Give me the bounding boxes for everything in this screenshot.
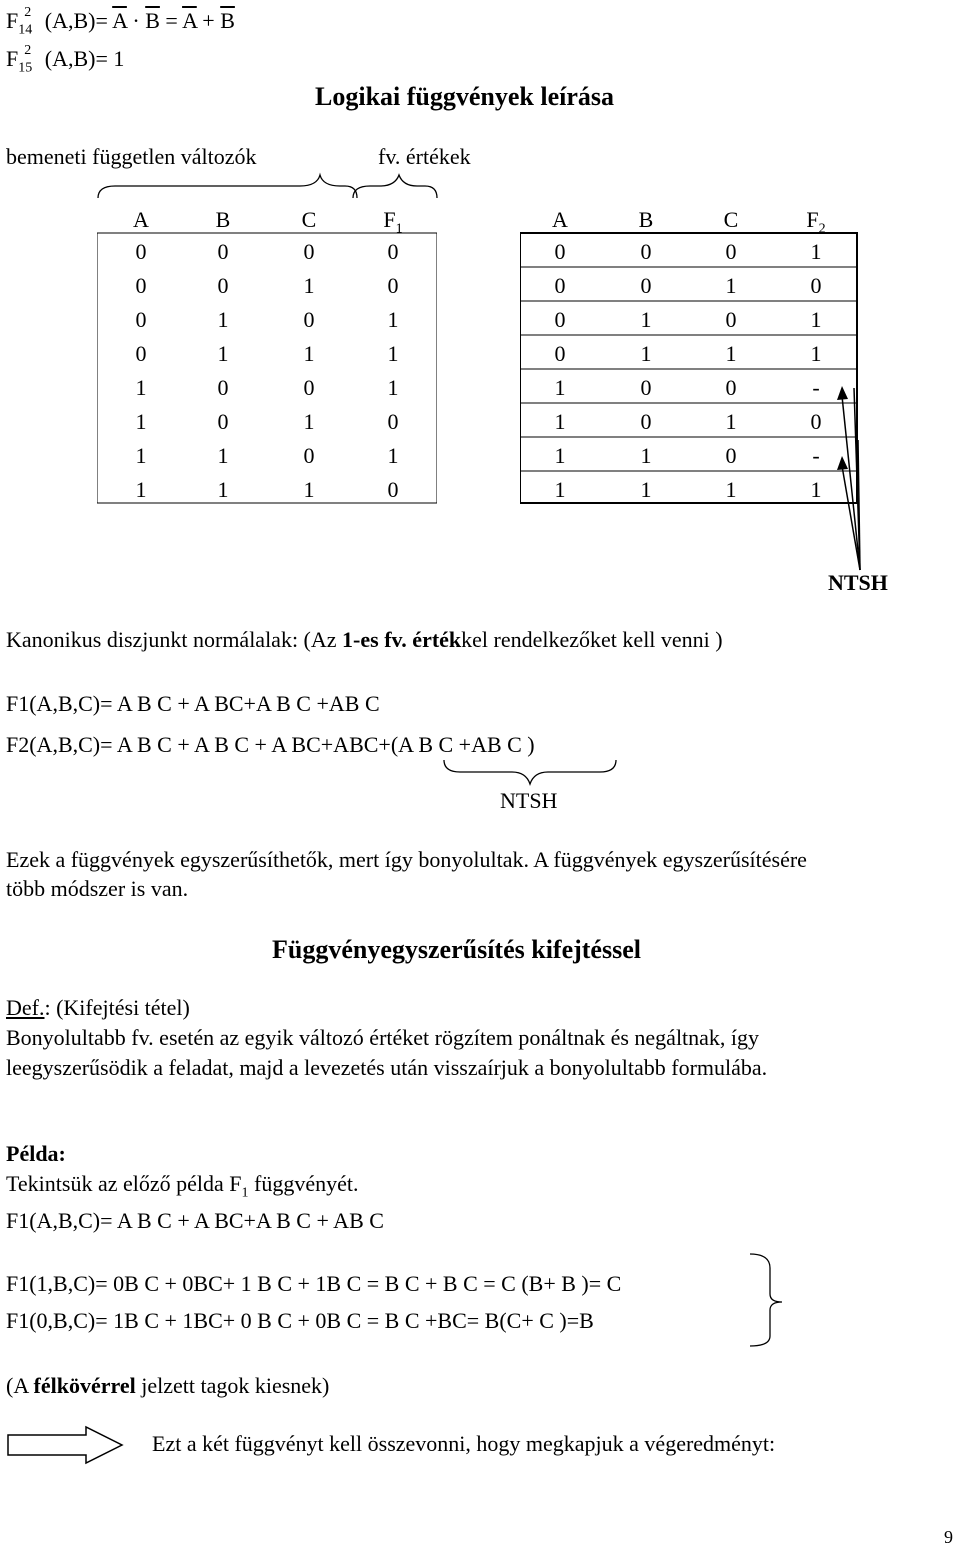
f2-line: F2(A,B,C)= A B C + A B C + A BC+ABC+(A B C +AB C ) <box>6 732 535 757</box>
header-a: A <box>133 207 149 232</box>
table-cell: 1 <box>640 307 652 332</box>
example-f1-1: F1(1,B,C)= 0B C + 0BC+ 1 B C + 1B C = B C + B C = C (B+ B )= C <box>6 1271 622 1296</box>
table-cell: 1 <box>303 477 315 502</box>
table-cell: 0 <box>303 443 315 468</box>
table-cell: 1 <box>135 477 147 502</box>
header-b: B <box>215 207 231 232</box>
arrow-right-icon <box>6 1425 126 1465</box>
section-title-logikai: Logikai függvények leírása <box>315 82 615 111</box>
table-cell: 0 <box>387 273 399 298</box>
final-line: Ezt a két függvényt kell összevonni, hogy megkapjuk a végeredményt: <box>152 1431 776 1456</box>
example-f1-0: F1(0,B,C)= 1B C + 1BC+ 0 B C + 0B C = B C +BC= B(C+ C )=B <box>6 1308 594 1333</box>
table-cell: 1 <box>217 307 229 332</box>
ntsh-label-2: NTSH <box>500 788 558 813</box>
table-cell: 0 <box>554 341 566 366</box>
formula-f14: $F_{14}^2$ $(A,B)= \overline{A} \cdot \overline{B} = \overline{A} + \overline{B}$ <box>6 4 235 38</box>
section-title-kifejtes: Függvényegyszerűsítés kifejtéssel <box>272 935 641 964</box>
table-cell: 0 <box>640 409 652 434</box>
table-cell: 1 <box>725 341 737 366</box>
table-cell: 0 <box>217 375 229 400</box>
table-cell: 0 <box>554 239 566 264</box>
example-line: Tekintsük az előző példa $F_1$ függvényét. <box>6 1171 359 1201</box>
formula-f15: $F_{15}^2$ (A,B)= 1 <box>6 42 125 76</box>
table-cell: 1 <box>303 273 315 298</box>
table-cell: 0 <box>554 307 566 332</box>
brace-icon <box>440 758 620 788</box>
table-cell: 1 <box>135 443 147 468</box>
def-line: Def.: (Kifejtési tétel) <box>6 995 190 1020</box>
bracket-icon <box>748 1250 788 1350</box>
table-cell: 0 <box>640 375 652 400</box>
table-cell: 0 <box>725 375 737 400</box>
para2-line1: Bonyolultabb fv. esetén az egyik változó értéket rögzítem ponáltnak és negáltnak, így <box>6 1025 760 1050</box>
para1-line2: több módszer is van. <box>6 876 189 901</box>
table-cell: 1 <box>640 477 652 502</box>
table-cell: 0 <box>387 477 399 502</box>
table-cell: 1 <box>810 341 822 366</box>
table-cell: 1 <box>810 307 822 332</box>
ntsh-label: NTSH <box>828 570 888 595</box>
table-cell: 1 <box>810 477 822 502</box>
table-cell: 0 <box>217 239 229 264</box>
table-cell: 1 <box>554 477 566 502</box>
table-cell: 0 <box>810 273 822 298</box>
page-number: 9 <box>944 1527 953 1547</box>
table-cell: 1 <box>554 375 566 400</box>
table-cell: 0 <box>387 239 399 264</box>
truth-table-f1 <box>97 197 437 507</box>
table-cell: 1 <box>725 477 737 502</box>
table-cell: 1 <box>135 375 147 400</box>
header-c: C <box>723 207 739 232</box>
para1-line1: Ezek a függvények egyszerűsíthetők, mert így bonyolultak. A függvények egyszerűsítésére <box>6 847 807 872</box>
table-cell: - <box>812 375 820 400</box>
table-cell: 0 <box>135 341 147 366</box>
table-cell: 0 <box>303 307 315 332</box>
table-cell: 0 <box>135 239 147 264</box>
table-cell: 0 <box>810 409 822 434</box>
table-cell: 1 <box>387 443 399 468</box>
table-cell: 0 <box>217 273 229 298</box>
arrow-icon <box>820 380 870 580</box>
header-f2: $F_2$ <box>806 207 826 237</box>
label-inputs: bemeneti független változók <box>6 144 257 169</box>
para2-line2: leegyszerűsödik a feladat, majd a levezetés után visszaírjuk a bonyolultabb formulába. <box>6 1055 768 1080</box>
table-cell: 0 <box>554 273 566 298</box>
table-cell: 1 <box>303 409 315 434</box>
label-values: fv. értékek <box>378 144 471 169</box>
header-b: B <box>638 207 654 232</box>
table-cell: 0 <box>387 409 399 434</box>
table-cell: 0 <box>725 443 737 468</box>
header-f1: $F_1$ <box>383 207 403 237</box>
table-cell: 0 <box>725 239 737 264</box>
table-cell: 1 <box>640 443 652 468</box>
table-cell: 1 <box>217 443 229 468</box>
header-c: C <box>301 207 317 232</box>
table-cell: 0 <box>303 239 315 264</box>
table-cell: 1 <box>387 341 399 366</box>
table-cell: 1 <box>554 409 566 434</box>
table-cell: 0 <box>217 409 229 434</box>
truth-table-f2 <box>520 197 858 507</box>
f1-line: F1(A,B,C)= A B C + A BC+A B C +AB C <box>6 691 380 716</box>
table-cell: 1 <box>810 239 822 264</box>
table-cell: - <box>812 443 820 468</box>
kanonikus-line: Kanonikus diszjunkt normálalak: (Az 1-es fv. értékkel rendelkezőket kell venni ) <box>6 627 723 652</box>
table-cell: 1 <box>135 409 147 434</box>
table-cell: 1 <box>217 341 229 366</box>
example-f1: F1(A,B,C)= A B C + A BC+A B C + AB C <box>6 1208 384 1233</box>
example-label: Példa: <box>6 1141 66 1166</box>
table-cell: 1 <box>217 477 229 502</box>
table-cell: 0 <box>303 375 315 400</box>
table-cell: 0 <box>640 239 652 264</box>
table-cell: 1 <box>554 443 566 468</box>
header-a: A <box>552 207 568 232</box>
table-cell: 0 <box>135 307 147 332</box>
table-cell: 0 <box>725 307 737 332</box>
table-cell: 0 <box>135 273 147 298</box>
table-cell: 1 <box>387 375 399 400</box>
table-cell: 0 <box>640 273 652 298</box>
note-line: (A félkövérrel jelzett tagok kiesnek) <box>6 1373 330 1398</box>
table-cell: 1 <box>387 307 399 332</box>
table-cell: 1 <box>725 409 737 434</box>
table-cell: 1 <box>303 341 315 366</box>
table-cell: 1 <box>725 273 737 298</box>
table-cell: 1 <box>640 341 652 366</box>
